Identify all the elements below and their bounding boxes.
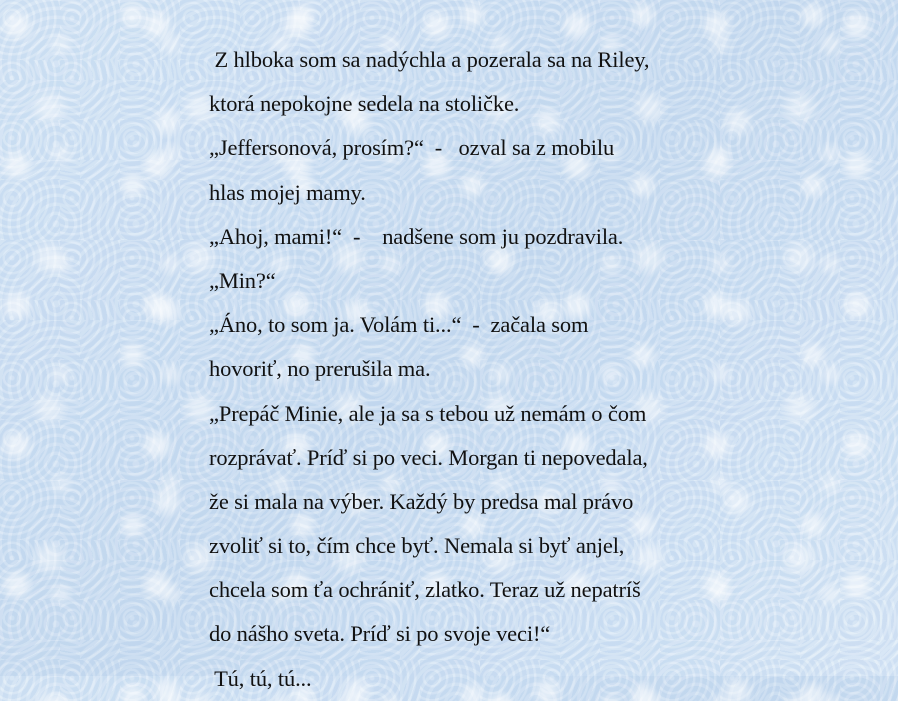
text-line: zvoliť si to, čím chce byť. Nemala si byť anjel, xyxy=(209,533,625,559)
story-text xyxy=(209,38,749,701)
text-line: rozprávať. Príď si po veci. Morgan ti nepovedala, xyxy=(209,444,648,470)
text-line: hovoriť, no prerušila ma. xyxy=(209,356,431,382)
text-line: ktorá nepokojne sedela na stoličke. xyxy=(209,91,520,117)
text-line: hlas mojej mamy. xyxy=(209,179,366,205)
text-line: Z hlboka som sa nadýchla a pozerala sa na Riley, xyxy=(209,47,650,72)
text-line: „Prepáč Minie, ale ja sa s tebou už nemám o čom xyxy=(209,400,647,426)
text-line: do nášho sveta. Príď si po svoje veci!“ xyxy=(209,621,551,647)
text-line: Tú, tú, tú... xyxy=(209,665,312,691)
text-line: chcela som ťa ochrániť, zlatko. Teraz už nepatríš xyxy=(209,577,641,603)
text-line: „Ahoj, mami!“ - nadšene som ju pozdravila. xyxy=(209,223,624,249)
text-line: že si mala na výber. Každý by predsa mal právo xyxy=(209,488,634,514)
text-line: „Min?“ xyxy=(209,267,276,293)
text-line: „Áno, to som ja. Volám ti...“ - začala som xyxy=(209,312,589,338)
text-line: „Jeffersonová, prosím?“ - ozval sa z mobilu xyxy=(209,135,615,161)
